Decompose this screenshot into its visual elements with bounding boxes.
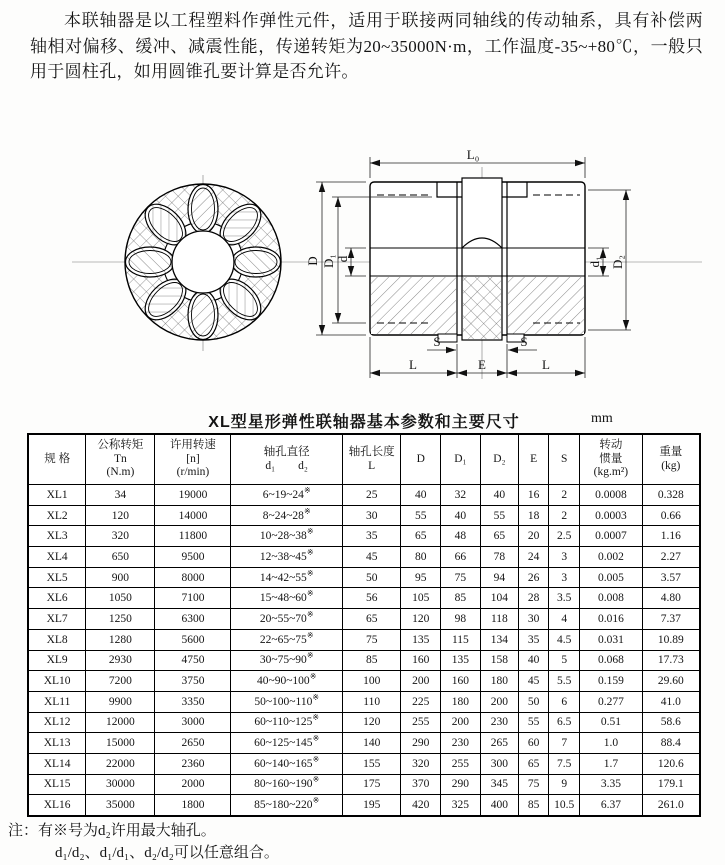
table-row bbox=[28, 650, 700, 671]
cell-E: 30 bbox=[519, 609, 549, 630]
cell-speed: 1800 bbox=[155, 795, 231, 816]
cell-D2: 300 bbox=[480, 753, 518, 774]
cell-bore: 80~160~190※ bbox=[231, 774, 343, 795]
cell-speed: 7100 bbox=[155, 588, 231, 609]
cell-torque: 34 bbox=[86, 485, 155, 506]
cell-D: 420 bbox=[401, 795, 441, 816]
max-bore-mark: ※ bbox=[309, 672, 317, 682]
cell-D1: 98 bbox=[441, 609, 481, 630]
cell-bore: 14~42~55※ bbox=[231, 567, 343, 588]
cell-D2: 78 bbox=[480, 547, 518, 568]
cell-S: 2 bbox=[549, 485, 580, 506]
cell-bore: 50~100~110※ bbox=[231, 691, 343, 712]
cell-D1: 160 bbox=[441, 671, 481, 692]
cell-bore: 12~38~45※ bbox=[231, 547, 343, 568]
cell-D: 225 bbox=[401, 691, 441, 712]
max-bore-mark: ※ bbox=[306, 610, 314, 620]
cell-torque: 2930 bbox=[86, 650, 155, 671]
header-cell-torque: 公称转矩 Tn (N.m) bbox=[86, 434, 155, 485]
cell-torque: 9900 bbox=[86, 691, 155, 712]
cell-inertia: 0.068 bbox=[580, 650, 642, 671]
cell-weight: 179.1 bbox=[642, 774, 700, 795]
cell-E: 45 bbox=[519, 671, 549, 692]
header-cell-inertia: 转动 惯量 (kg.m²) bbox=[580, 434, 642, 485]
header-cell-S: S bbox=[549, 434, 580, 485]
parameters-table bbox=[27, 433, 701, 817]
cell-E: 60 bbox=[519, 733, 549, 754]
cell-D1: 85 bbox=[441, 588, 481, 609]
cell-speed: 3000 bbox=[155, 712, 231, 733]
max-bore-mark: ※ bbox=[312, 754, 320, 764]
cell-weight: 41.0 bbox=[642, 691, 700, 712]
cell-D1: 180 bbox=[441, 691, 481, 712]
cell-D2: 180 bbox=[480, 671, 518, 692]
cell-torque: 1050 bbox=[86, 588, 155, 609]
cell-D: 120 bbox=[401, 609, 441, 630]
cell-speed: 2360 bbox=[155, 753, 231, 774]
cell-weight: 7.37 bbox=[642, 609, 700, 630]
cell-E: 55 bbox=[519, 712, 549, 733]
cell-E: 35 bbox=[519, 629, 549, 650]
cell-torque: 120 bbox=[86, 505, 155, 526]
table-row bbox=[28, 505, 700, 526]
cell-E: 26 bbox=[519, 567, 549, 588]
cell-speed: 4750 bbox=[155, 650, 231, 671]
cell-speed: 6300 bbox=[155, 609, 231, 630]
cell-inertia: 0.277 bbox=[580, 691, 642, 712]
cell-length: 50 bbox=[342, 567, 400, 588]
dim-label-L-left: L bbox=[409, 357, 417, 372]
cell-speed: 2650 bbox=[155, 733, 231, 754]
cell-D2: 40 bbox=[480, 485, 518, 506]
table-row bbox=[28, 567, 700, 588]
cell-spec: XL5 bbox=[28, 567, 86, 588]
cell-inertia: 0.51 bbox=[580, 712, 642, 733]
max-bore-mark: ※ bbox=[306, 589, 314, 599]
table-row bbox=[28, 526, 700, 547]
cell-spec: XL15 bbox=[28, 774, 86, 795]
cell-spec: XL10 bbox=[28, 671, 86, 692]
max-bore-mark: ※ bbox=[303, 486, 311, 496]
cell-D1: 325 bbox=[441, 795, 481, 816]
cell-D: 65 bbox=[401, 526, 441, 547]
max-bore-mark: ※ bbox=[306, 527, 314, 537]
cell-spec: XL2 bbox=[28, 505, 86, 526]
dim-label-D2: D₂ bbox=[610, 255, 625, 269]
header-cell-D1: D₁ bbox=[441, 434, 481, 485]
cell-speed: 3750 bbox=[155, 671, 231, 692]
cell-inertia: 0.159 bbox=[580, 671, 642, 692]
cell-torque: 650 bbox=[86, 547, 155, 568]
cell-length: 120 bbox=[342, 712, 400, 733]
bore-circle bbox=[172, 231, 234, 293]
cell-length: 56 bbox=[342, 588, 400, 609]
cell-S: 6.5 bbox=[549, 712, 580, 733]
cell-speed: 19000 bbox=[155, 485, 231, 506]
cell-inertia: 0.005 bbox=[580, 567, 642, 588]
cell-weight: 261.0 bbox=[642, 795, 700, 816]
cell-weight: 0.328 bbox=[642, 485, 700, 506]
cell-D1: 66 bbox=[441, 547, 481, 568]
table-row bbox=[28, 795, 700, 816]
cell-D1: 255 bbox=[441, 753, 481, 774]
cell-D2: 104 bbox=[480, 588, 518, 609]
cell-length: 85 bbox=[342, 650, 400, 671]
header-cell-E: E bbox=[519, 434, 549, 485]
max-bore-mark: ※ bbox=[303, 506, 311, 516]
max-bore-mark: ※ bbox=[306, 651, 314, 661]
cell-spec: XL16 bbox=[28, 795, 86, 816]
cell-D1: 200 bbox=[441, 712, 481, 733]
cell-spec: XL1 bbox=[28, 485, 86, 506]
cell-E: 20 bbox=[519, 526, 549, 547]
max-bore-mark: ※ bbox=[312, 734, 320, 744]
cell-E: 85 bbox=[519, 795, 549, 816]
intro-paragraph: 本联轴器是以工程塑料作弹性元件，适用于联接两同轴线的传动轴系，具有补偿两轴相对偏移、缓冲、减震性能，传递转矩为20~35000N·m，工作温度-35~+80℃，一般只用于圆柱孔，如用圆锥孔要计算是否允许。 bbox=[30, 11, 703, 81]
cell-spec: XL9 bbox=[28, 650, 86, 671]
cell-inertia: 0.008 bbox=[580, 588, 642, 609]
cell-D2: 158 bbox=[480, 650, 518, 671]
cell-weight: 58.6 bbox=[642, 712, 700, 733]
cell-S: 2 bbox=[549, 505, 580, 526]
cell-bore: 85~180~220※ bbox=[231, 795, 343, 816]
dim-label-d1: d₁ bbox=[587, 256, 602, 268]
cell-E: 28 bbox=[519, 588, 549, 609]
cell-D: 160 bbox=[401, 650, 441, 671]
max-bore-mark: ※ bbox=[306, 568, 314, 578]
table-row bbox=[28, 629, 700, 650]
cell-S: 7.5 bbox=[549, 753, 580, 774]
cell-spec: XL13 bbox=[28, 733, 86, 754]
cell-spec: XL8 bbox=[28, 629, 86, 650]
unit-label: mm bbox=[591, 411, 613, 426]
cell-inertia: 6.37 bbox=[580, 795, 642, 816]
cell-D2: 345 bbox=[480, 774, 518, 795]
max-bore-mark: ※ bbox=[312, 775, 320, 785]
cell-weight: 10.89 bbox=[642, 629, 700, 650]
cell-S: 10.5 bbox=[549, 795, 580, 816]
cell-length: 155 bbox=[342, 753, 400, 774]
cell-torque: 12000 bbox=[86, 712, 155, 733]
dim-label-L-right: L bbox=[542, 357, 550, 372]
cell-D: 80 bbox=[401, 547, 441, 568]
cell-bore: 40~90~100※ bbox=[231, 671, 343, 692]
cell-spec: XL12 bbox=[28, 712, 86, 733]
cell-D1: 32 bbox=[441, 485, 481, 506]
cell-spec: XL11 bbox=[28, 691, 86, 712]
table-row bbox=[28, 671, 700, 692]
cell-D2: 55 bbox=[480, 505, 518, 526]
notes bbox=[8, 820, 279, 864]
cell-D2: 200 bbox=[480, 691, 518, 712]
cell-inertia: 0.0003 bbox=[580, 505, 642, 526]
max-bore-mark: ※ bbox=[312, 692, 320, 702]
cell-weight: 17.73 bbox=[642, 650, 700, 671]
table-row bbox=[28, 774, 700, 795]
cell-weight: 88.4 bbox=[642, 733, 700, 754]
cell-S: 6 bbox=[549, 691, 580, 712]
table-row bbox=[28, 547, 700, 568]
dim-label-E: E bbox=[478, 357, 486, 372]
header-cell-speed: 许用转速 [n] (r/min) bbox=[155, 434, 231, 485]
cell-D1: 135 bbox=[441, 650, 481, 671]
header-cell-spec: 规 格 bbox=[28, 434, 86, 485]
cell-inertia: 1.7 bbox=[580, 753, 642, 774]
technical-drawing bbox=[0, 145, 725, 401]
cell-D1: 230 bbox=[441, 733, 481, 754]
cell-D1: 115 bbox=[441, 629, 481, 650]
table-title: XL型星形弹性联轴器基本参数和主要尺寸 bbox=[208, 414, 520, 431]
cell-D2: 118 bbox=[480, 609, 518, 630]
cell-E: 24 bbox=[519, 547, 549, 568]
table-row bbox=[28, 753, 700, 774]
cell-S: 5 bbox=[549, 650, 580, 671]
cell-D1: 48 bbox=[441, 526, 481, 547]
dim-label-D: D bbox=[305, 256, 320, 266]
cell-length: 140 bbox=[342, 733, 400, 754]
cell-torque: 35000 bbox=[86, 795, 155, 816]
cell-torque: 1280 bbox=[86, 629, 155, 650]
cell-length: 65 bbox=[342, 609, 400, 630]
cell-bore: 6~19~24※ bbox=[231, 485, 343, 506]
table-body bbox=[28, 485, 700, 817]
cell-E: 50 bbox=[519, 691, 549, 712]
cell-E: 40 bbox=[519, 650, 549, 671]
cell-D2: 230 bbox=[480, 712, 518, 733]
dim-label-D1: D₁ bbox=[321, 254, 336, 268]
cell-E: 18 bbox=[519, 505, 549, 526]
cell-length: 175 bbox=[342, 774, 400, 795]
cell-torque: 7200 bbox=[86, 671, 155, 692]
cell-speed: 9500 bbox=[155, 547, 231, 568]
max-bore-mark: ※ bbox=[306, 548, 314, 558]
header-cell-D2: D₂ bbox=[480, 434, 518, 485]
cell-S: 3 bbox=[549, 567, 580, 588]
cell-S: 3 bbox=[549, 547, 580, 568]
cell-E: 16 bbox=[519, 485, 549, 506]
cell-inertia: 0.002 bbox=[580, 547, 642, 568]
cell-bore: 30~75~90※ bbox=[231, 650, 343, 671]
cell-S: 4 bbox=[549, 609, 580, 630]
cell-spec: XL7 bbox=[28, 609, 86, 630]
cell-bore: 15~48~60※ bbox=[231, 588, 343, 609]
cell-torque: 900 bbox=[86, 567, 155, 588]
dim-label-S-right: S bbox=[520, 334, 528, 349]
dim-label-S-left: S bbox=[433, 334, 441, 349]
header-cell-length: 轴孔长度 L bbox=[342, 434, 400, 485]
dim-label-L0: L₀ bbox=[466, 147, 480, 162]
max-bore-mark: ※ bbox=[312, 713, 320, 723]
cell-D1: 40 bbox=[441, 505, 481, 526]
cell-D: 40 bbox=[401, 485, 441, 506]
table-row bbox=[28, 588, 700, 609]
max-bore-mark: ※ bbox=[306, 630, 314, 640]
cell-S: 2.5 bbox=[549, 526, 580, 547]
dim-label-d: d bbox=[335, 255, 350, 263]
cell-torque: 15000 bbox=[86, 733, 155, 754]
cell-inertia: 1.0 bbox=[580, 733, 642, 754]
cell-spec: XL14 bbox=[28, 753, 86, 774]
cell-bore: 60~140~165※ bbox=[231, 753, 343, 774]
cell-S: 5.5 bbox=[549, 671, 580, 692]
table-header-row bbox=[28, 434, 700, 485]
cell-D: 105 bbox=[401, 588, 441, 609]
coupling-drawing-svg bbox=[0, 145, 725, 401]
cell-length: 30 bbox=[342, 505, 400, 526]
table-row bbox=[28, 733, 700, 754]
cell-D: 55 bbox=[401, 505, 441, 526]
cell-spec: XL3 bbox=[28, 526, 86, 547]
cell-bore: 60~125~145※ bbox=[231, 733, 343, 754]
cell-weight: 2.27 bbox=[642, 547, 700, 568]
cell-weight: 4.80 bbox=[642, 588, 700, 609]
cell-speed: 2000 bbox=[155, 774, 231, 795]
cell-D1: 75 bbox=[441, 567, 481, 588]
cell-D2: 400 bbox=[480, 795, 518, 816]
cell-D2: 65 bbox=[480, 526, 518, 547]
cell-torque: 1250 bbox=[86, 609, 155, 630]
cell-E: 65 bbox=[519, 753, 549, 774]
cell-torque: 30000 bbox=[86, 774, 155, 795]
cell-spec: XL4 bbox=[28, 547, 86, 568]
header-cell-bore: 轴孔直径 d₁ d₂ bbox=[231, 434, 343, 485]
cell-spec: XL6 bbox=[28, 588, 86, 609]
cell-speed: 3350 bbox=[155, 691, 231, 712]
cell-weight: 3.57 bbox=[642, 567, 700, 588]
cell-S: 3.5 bbox=[549, 588, 580, 609]
cell-inertia: 0.016 bbox=[580, 609, 642, 630]
cell-speed: 11800 bbox=[155, 526, 231, 547]
cell-D2: 94 bbox=[480, 567, 518, 588]
cell-D: 200 bbox=[401, 671, 441, 692]
cell-D: 320 bbox=[401, 753, 441, 774]
cell-bore: 22~65~75※ bbox=[231, 629, 343, 650]
table-row bbox=[28, 712, 700, 733]
front-view bbox=[125, 184, 281, 340]
cell-bore: 10~28~38※ bbox=[231, 526, 343, 547]
cell-length: 100 bbox=[342, 671, 400, 692]
table-row bbox=[28, 691, 700, 712]
cell-inertia: 0.0008 bbox=[580, 485, 642, 506]
cell-S: 9 bbox=[549, 774, 580, 795]
cell-length: 75 bbox=[342, 629, 400, 650]
cell-D: 95 bbox=[401, 567, 441, 588]
cell-S: 7 bbox=[549, 733, 580, 754]
cell-length: 45 bbox=[342, 547, 400, 568]
cell-bore: 20~55~70※ bbox=[231, 609, 343, 630]
cell-torque: 320 bbox=[86, 526, 155, 547]
cell-length: 195 bbox=[342, 795, 400, 816]
table-row bbox=[28, 609, 700, 630]
cell-weight: 1.16 bbox=[642, 526, 700, 547]
cell-length: 25 bbox=[342, 485, 400, 506]
header-cell-D: D bbox=[401, 434, 441, 485]
cell-length: 110 bbox=[342, 691, 400, 712]
note-line-2: d₁/d₂、d₁/d₁、d₂/d₂可以任意组合。 bbox=[55, 845, 279, 861]
cell-length: 35 bbox=[342, 526, 400, 547]
cell-speed: 14000 bbox=[155, 505, 231, 526]
cell-speed: 8000 bbox=[155, 567, 231, 588]
note-line-1: 注：有※号为d₂许用最大轴孔。 bbox=[8, 823, 216, 839]
cell-D2: 134 bbox=[480, 629, 518, 650]
cell-D: 290 bbox=[401, 733, 441, 754]
cell-S: 4.5 bbox=[549, 629, 580, 650]
cell-D: 255 bbox=[401, 712, 441, 733]
cell-speed: 5600 bbox=[155, 629, 231, 650]
cell-D2: 265 bbox=[480, 733, 518, 754]
cell-weight: 120.6 bbox=[642, 753, 700, 774]
section-view bbox=[370, 178, 585, 342]
table-row bbox=[28, 485, 700, 506]
cell-inertia: 0.0007 bbox=[580, 526, 642, 547]
cell-E: 75 bbox=[519, 774, 549, 795]
cell-D: 370 bbox=[401, 774, 441, 795]
cell-bore: 8~24~28※ bbox=[231, 505, 343, 526]
cell-inertia: 0.031 bbox=[580, 629, 642, 650]
cell-bore: 60~110~125※ bbox=[231, 712, 343, 733]
cell-weight: 0.66 bbox=[642, 505, 700, 526]
cell-D: 135 bbox=[401, 629, 441, 650]
header-cell-weight: 重量 (kg) bbox=[642, 434, 700, 485]
cell-torque: 22000 bbox=[86, 753, 155, 774]
cell-D1: 290 bbox=[441, 774, 481, 795]
cell-weight: 29.60 bbox=[642, 671, 700, 692]
cell-inertia: 3.35 bbox=[580, 774, 642, 795]
max-bore-mark: ※ bbox=[312, 796, 320, 806]
